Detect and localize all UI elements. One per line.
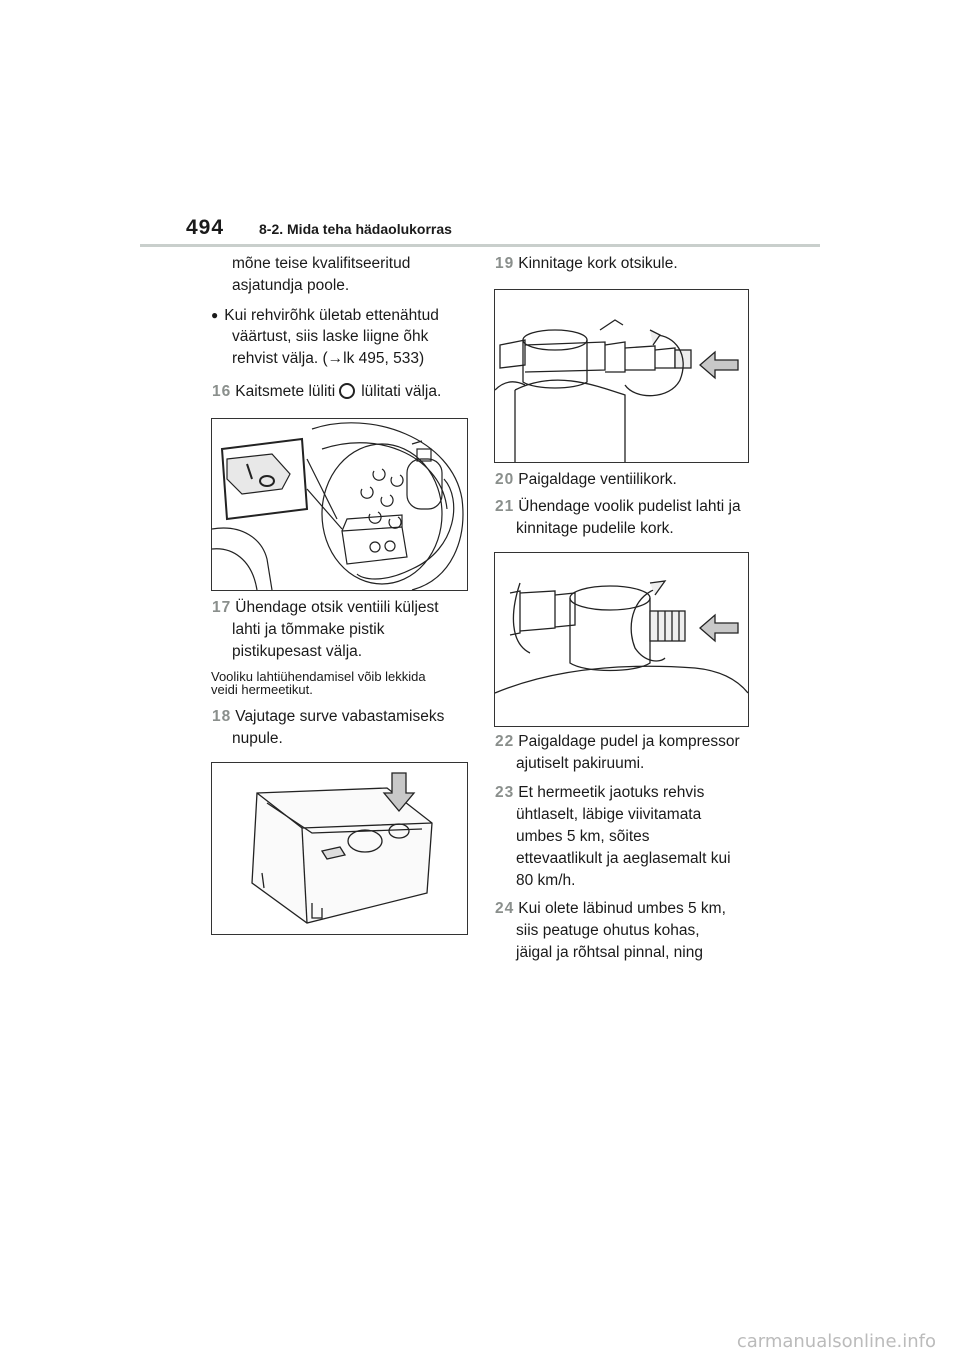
arrow-right-icon: → — [327, 350, 344, 367]
figure-switch-compressor — [211, 418, 468, 591]
step-number: 19 — [495, 255, 515, 272]
step-17: 17 Ühendage otsik ventiili küljest — [212, 599, 439, 616]
step-number: 18 — [212, 708, 232, 725]
note-line-1: Vooliku lahtiühendamisel võib lekkida — [211, 669, 426, 684]
watermark: carmanualsonline.info — [736, 1331, 936, 1352]
step-23-line-2: ühtlaselt, läbige viivitamata — [516, 806, 702, 823]
step-23-line-3: umbes 5 km, sõites — [516, 828, 650, 845]
bullet-line-3: rehvist välja. (→lk 495, 533) — [232, 350, 425, 367]
figure-pressure-release-button — [211, 762, 468, 935]
step-21: 21 Ühendage voolik pudelist lahti ja — [495, 498, 741, 515]
step-17-line-3: pistikupesast välja. — [232, 643, 363, 660]
step-number: 23 — [495, 784, 515, 801]
step-23-line-4: ettevaatlikult ja aeglasemalt kui — [516, 850, 731, 867]
step-number: 20 — [495, 471, 515, 488]
note-line-2: veidi hermeetikut. — [211, 682, 313, 697]
continued-text-1: mõne teise kvalifitseeritud — [232, 255, 411, 272]
page-number: 494 — [186, 216, 225, 239]
step-18: 18 Vajutage surve vabastamiseks — [212, 708, 445, 725]
bullet-line-2: väärtust, siis laske liigne õhk — [232, 328, 429, 345]
bullet-item: ● Kui rehvirõhk ületab ettenähtud — [211, 307, 439, 324]
figure-cap-on-nozzle — [494, 289, 749, 463]
step-21-line-2: kinnitage pudelile kork. — [516, 520, 674, 537]
step-23-line-5: 80 km/h. — [516, 872, 576, 889]
section-title: 8-2. Mida teha hädaolukorras — [259, 221, 452, 237]
step-number: 16 — [212, 383, 232, 400]
step-18-line-2: nupule. — [232, 730, 283, 747]
step-number: 21 — [495, 498, 515, 515]
step-24: 24 Kui olete läbinud umbes 5 km, — [495, 900, 726, 917]
step-22-line-2: ajutiselt pakiruumi. — [516, 755, 645, 772]
step-number: 17 — [212, 599, 232, 616]
step-number: 22 — [495, 733, 515, 750]
step-24-line-3: jäigal ja rõhtsal pinnal, ning — [516, 944, 703, 961]
step-19: 19 Kinnitage kork otsikule. — [495, 255, 678, 272]
step-20: 20 Paigaldage ventiilikork. — [495, 471, 677, 488]
step-23: 23 Et hermeetik jaotuks rehvis — [495, 784, 705, 801]
off-switch-icon — [339, 383, 355, 399]
step-number: 24 — [495, 900, 515, 917]
figure-cap-on-bottle — [494, 552, 749, 727]
header-divider — [140, 244, 820, 247]
bullet-icon: ● — [211, 308, 219, 322]
step-17-line-2: lahti ja tõmmake pistik — [232, 621, 385, 638]
step-24-line-2: siis peatuge ohutus kohas, — [516, 922, 700, 939]
continued-text-2: asjatundja poole. — [232, 277, 350, 294]
step-16: 16 Kaitsmete lüliti lülitati välja. — [212, 383, 442, 400]
step-22: 22 Paigaldage pudel ja kompressor — [495, 733, 740, 750]
